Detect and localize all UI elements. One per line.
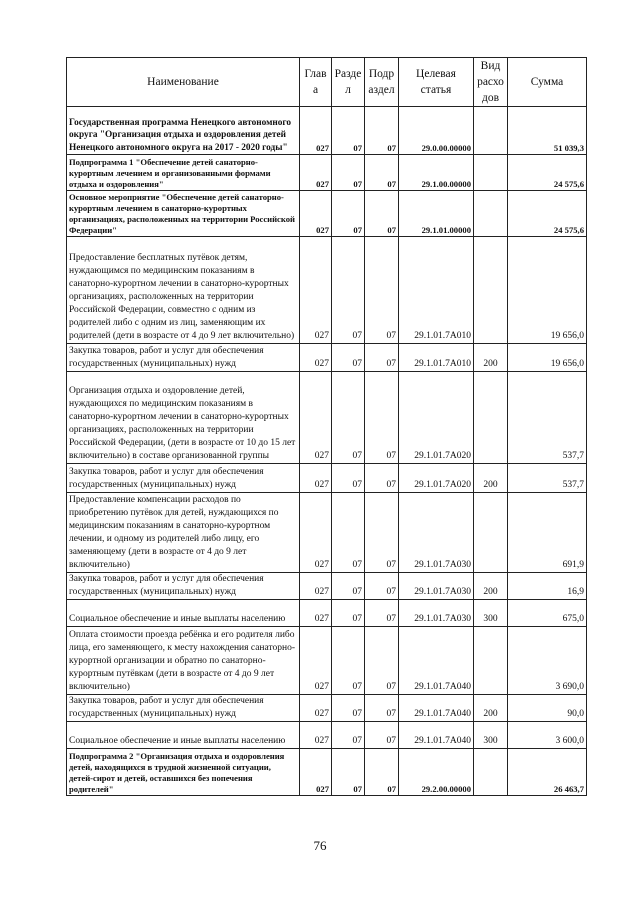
row-vid: [474, 493, 508, 573]
row-sum: 537,7: [508, 372, 587, 464]
row-glava: 027: [300, 493, 332, 573]
row-name: Государственная программа Ненецкого автономного округа "Организация отдыха и оздоровления детей Ненецкого автономного округа на 2017 - 2020 годы": [67, 107, 300, 155]
row-sum: 691,9: [508, 493, 587, 573]
row-podrazdel: 07: [365, 627, 399, 695]
row-glava: 027: [300, 344, 332, 372]
row-sum: 3 600,0: [508, 722, 587, 749]
row-vid: 200: [474, 695, 508, 722]
row-razdel: 07: [332, 600, 365, 627]
table-row: [67, 722, 587, 749]
row-razdel: 07: [332, 493, 365, 573]
row-glava: 027: [300, 573, 332, 600]
row-razdel: 07: [332, 749, 365, 796]
row-glava: 027: [300, 191, 332, 237]
row-name: Оплата стоимости проезда ребёнка и его родителя либо лица, его заменяющего, к месту нахождения санаторно-курортной организации и обратно по санаторно-курортным путёвкам (дети в возрасте от 4 до 9 лет включительно): [67, 627, 300, 695]
row-glava: 027: [300, 107, 332, 155]
row-vid: 200: [474, 464, 508, 493]
row-name: Предоставление бесплатных путёвок детям, нуждающимся по медицинским показаниям в санаторно-курортном лечении в санаторно-курортных организациях, расположенных на территории Российской Федерации, совместно с одним из родителей либо с одним из лиц, заменяющим их родителей (дети в возрасте от 4 до 9 лет включительно): [67, 237, 300, 344]
row-razdel: 07: [332, 191, 365, 237]
row-name: Предоставление компенсации расходов по приобретению путёвок для детей, нуждающихся по медицинским показаниям в санаторно-курортном лечении, и одному из родителей либо лицу, его заменяющему (дети в возрасте от 4 до 9 лет включительно): [67, 493, 300, 573]
row-glava: 027: [300, 749, 332, 796]
row-glava: 027: [300, 372, 332, 464]
row-razdel: 07: [332, 627, 365, 695]
row-article: 29.1.01.7А030: [399, 573, 474, 600]
header-vid: Вид расхо дов: [474, 58, 508, 107]
header-razdel: Разде л: [332, 58, 365, 107]
row-podrazdel: 07: [365, 464, 399, 493]
row-podrazdel: 07: [365, 573, 399, 600]
row-name: Организация отдыха и оздоровление детей, нуждающихся по медицинским показаниям в санаторно-курортном лечении в санаторно-курортных организациях, расположенных на территории Российской Федерации, (дети в возрасте от 10 до 15 лет включительно) в составе организованной группы: [67, 372, 300, 464]
row-sum: 537,7: [508, 464, 587, 493]
row-podrazdel: 07: [365, 600, 399, 627]
row-razdel: 07: [332, 155, 365, 191]
row-article: 29.1.01.7А040: [399, 722, 474, 749]
row-razdel: 07: [332, 464, 365, 493]
table-row: [67, 107, 587, 155]
row-sum: 26 463,7: [508, 749, 587, 796]
row-name: Подпрограмма 2 "Организация отдыха и оздоровления детей, находящихся в трудной жизненной ситуации, детей-сирот и детей, оставшихся без попечения родителей": [67, 749, 300, 796]
row-vid: 200: [474, 344, 508, 372]
row-name: Закупка товаров, работ и услуг для обеспечения государственных (муниципальных) нужд: [67, 464, 300, 493]
row-sum: 51 039,3: [508, 107, 587, 155]
row-article: 29.1.01.00000: [399, 191, 474, 237]
row-sum: 19 656,0: [508, 237, 587, 344]
row-podrazdel: 07: [365, 344, 399, 372]
row-podrazdel: 07: [365, 237, 399, 344]
row-vid: [474, 749, 508, 796]
row-podrazdel: 07: [365, 722, 399, 749]
table-row: [67, 493, 587, 573]
row-razdel: 07: [332, 344, 365, 372]
row-glava: 027: [300, 722, 332, 749]
row-article: 29.1.01.7А040: [399, 627, 474, 695]
row-vid: 300: [474, 600, 508, 627]
row-podrazdel: 07: [365, 191, 399, 237]
row-name: Закупка товаров, работ и услуг для обеспечения государственных (муниципальных) нужд: [67, 344, 300, 372]
row-article: 29.1.00.00000: [399, 155, 474, 191]
row-sum: 19 656,0: [508, 344, 587, 372]
row-vid: 300: [474, 722, 508, 749]
row-glava: 027: [300, 464, 332, 493]
row-article: 29.1.01.7А040: [399, 695, 474, 722]
table-row: [67, 155, 587, 191]
table-row: [67, 627, 587, 695]
row-razdel: 07: [332, 107, 365, 155]
row-sum: 24 575,6: [508, 155, 587, 191]
table-row: [67, 464, 587, 493]
row-vid: [474, 237, 508, 344]
row-article: 29.1.01.7А020: [399, 372, 474, 464]
header-article: Целевая статья: [399, 58, 474, 107]
row-name: Закупка товаров, работ и услуг для обеспечения государственных (муниципальных) нужд: [67, 695, 300, 722]
row-podrazdel: 07: [365, 493, 399, 573]
row-glava: 027: [300, 237, 332, 344]
header-glava: Глав а: [300, 58, 332, 107]
row-name: Подпрограмма 1 "Обеспечение детей санаторно-курортным лечением и организованными формами отдыха и оздоровления": [67, 155, 300, 191]
row-name: Социальное обеспечение и иные выплаты населению: [67, 600, 300, 627]
row-sum: 24 575,6: [508, 191, 587, 237]
page-number: 76: [313, 838, 327, 853]
row-glava: 027: [300, 155, 332, 191]
row-article: 29.1.01.7А030: [399, 600, 474, 627]
row-article: 29.2.00.00000: [399, 749, 474, 796]
row-vid: [474, 191, 508, 237]
row-razdel: 07: [332, 372, 365, 464]
row-podrazdel: 07: [365, 372, 399, 464]
table-row: [67, 372, 587, 464]
row-article: 29.1.01.7А030: [399, 493, 474, 573]
row-vid: [474, 155, 508, 191]
row-podrazdel: 07: [365, 695, 399, 722]
row-sum: 675,0: [508, 600, 587, 627]
table-row: [67, 749, 587, 796]
row-article: 29.1.01.7А010: [399, 237, 474, 344]
table-row: [67, 344, 587, 372]
row-razdel: 07: [332, 237, 365, 344]
table-row: [67, 573, 587, 600]
header-podrazdel: Подр аздел: [365, 58, 399, 107]
row-podrazdel: 07: [365, 107, 399, 155]
table-header-row: [67, 58, 587, 107]
row-sum: 3 690,0: [508, 627, 587, 695]
row-name: Основное мероприятие "Обеспечение детей санаторно-курортным лечением в санаторно-курортных организациях, расположенных на территории Российской Федерации": [67, 191, 300, 237]
header-name: Наименование: [67, 58, 300, 107]
row-glava: 027: [300, 600, 332, 627]
row-name: Закупка товаров, работ и услуг для обеспечения государственных (муниципальных) нужд: [67, 573, 300, 600]
header-sum: Сумма: [508, 58, 587, 107]
row-name: Социальное обеспечение и иные выплаты населению: [67, 722, 300, 749]
row-article: 29.1.01.7А020: [399, 464, 474, 493]
row-article: 29.0.00.00000: [399, 107, 474, 155]
table-row: [67, 695, 587, 722]
row-podrazdel: 07: [365, 155, 399, 191]
row-razdel: 07: [332, 695, 365, 722]
table-row: [67, 600, 587, 627]
row-podrazdel: 07: [365, 749, 399, 796]
table-row: [67, 237, 587, 344]
row-vid: [474, 107, 508, 155]
table-row: [67, 191, 587, 237]
row-sum: 16,9: [508, 573, 587, 600]
row-glava: 027: [300, 695, 332, 722]
row-razdel: 07: [332, 722, 365, 749]
row-vid: [474, 372, 508, 464]
budget-table: [66, 57, 587, 796]
row-glava: 027: [300, 627, 332, 695]
row-sum: 90,0: [508, 695, 587, 722]
row-vid: [474, 627, 508, 695]
row-razdel: 07: [332, 573, 365, 600]
row-article: 29.1.01.7А010: [399, 344, 474, 372]
row-vid: 200: [474, 573, 508, 600]
